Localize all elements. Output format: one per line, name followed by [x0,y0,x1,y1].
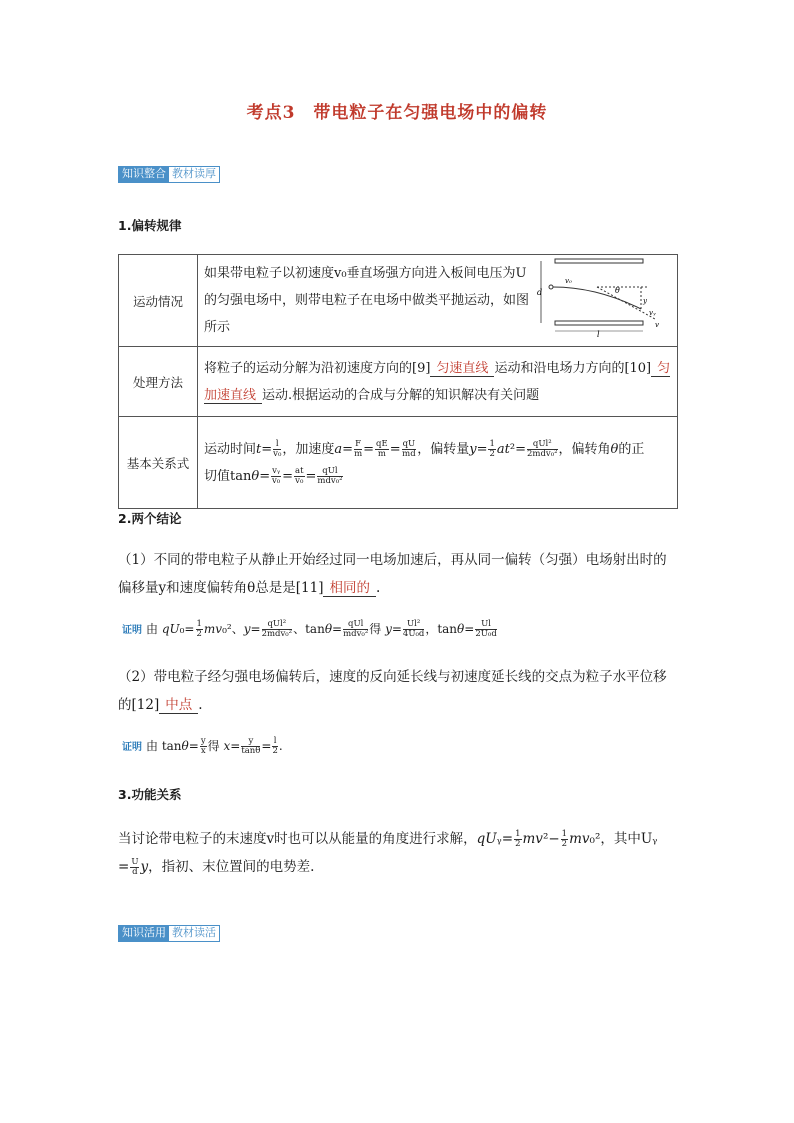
motion-description: 如果带电粒子以初速度v₀垂直场强方向进入板间电压为U的匀强电场中，则带电粒子在电场中做类平抛运动，如图所示 [204,266,530,335]
svg-text:l: l [597,330,600,339]
method-description: 将粒子的运动分解为沿初速度方向的[9] 匀速直线 运动和沿电场力方向的[10] 匀加速直线 运动.根据运动的合成与分解的知识解决有关问题 [198,347,678,417]
heading-energy: 3.功能关系 [118,787,182,802]
proof-2: 证明 由 tanθ= $\frac{y}{x}$ 得 x= $\frac{y}{\tan\theta}$ = $\frac{l}{2}$ . [122,736,283,756]
svg-text:y: y [643,297,647,305]
answer-10: 匀加速直线 [204,360,671,403]
row-label-relations: 基本关系式 [119,417,198,509]
page-title: 考点3 带电粒子在匀强电场中的偏转 [246,103,548,123]
proof-1: 证明 由 qU₀= $\frac{1}{2}$ mv₀²、y= $\frac{\text{qUl²}}{\text{2mdv₀²}}$ 、tanθ= $\frac{\text{qUl}}{\text{mdv₀²}}$ 得 y= $\frac{\text{Ul²}}{\text{4U₀d}}$ ，tanθ= $\frac{Ul}{\text{2U₀d}}$ [122,619,497,639]
svg-text:v: v [655,321,659,329]
svg-text:vᵧ: vᵧ [649,309,656,317]
answer-11: 相同的 [323,580,376,597]
deflection-diagram [537,257,667,339]
deflection-table [118,254,678,509]
section-tag-knowledge: 知识整合 教材读厚 [118,166,220,183]
energy-paragraph: 当讨论带电粒子的末速度v时也可以从能量的角度进行求解，qUᵧ= $\frac{1}{2}$ mv²− $\frac{1}{2}$ mv₀²，其中Uᵧ = $\frac{U}{d}$ y，指初、末位置间的电势差. [118,829,658,877]
svg-text:v₀: v₀ [565,277,572,285]
heading-two-conclusions: 2.两个结论 [118,511,182,526]
answer-12: 中点 [159,697,198,714]
row-label-motion: 运动情况 [119,255,198,347]
relations-formulas: 运动时间t= $\frac{l}{\text{v₀}}$ ，加速度a= $\frac{F}{m}$ = $\frac{qE}{m}$ = $\frac{qU}{md}$ ，偏转量y= $\frac{1}{2}$ at²= $\frac{\text{qUl²}}{\text{2mdv₀²}}$ ，偏转角θ的正 切值tanθ= $\frac{\text{vᵧ}}{\text{v₀}}$ = $\frac{at}{\text{v₀}}$ = $\frac{\text{qUl}}{\text{mdv₀²}}$ [198,417,678,509]
section-tag-application: 知识活用 教材读活 [118,925,220,942]
answer-9: 匀速直线 [430,361,494,377]
conclusion-1: （1）不同的带电粒子从静止开始经过同一电场加速后，再从同一偏转（匀强）电场射出时的偏移量y和速度偏转角θ总是是[11] 相同的 . [118,552,667,596]
row-label-method: 处理方法 [119,347,198,417]
svg-text:d: d [537,288,543,297]
conclusion-2: （2）带电粒子经匀强电场偏转后，速度的反向延长线与初速度延长线的交点为粒子水平位移的[12] 中点 . [118,669,667,713]
svg-text:θ: θ [615,286,620,295]
heading-deflection-rule: 1.偏转规律 [118,218,182,233]
